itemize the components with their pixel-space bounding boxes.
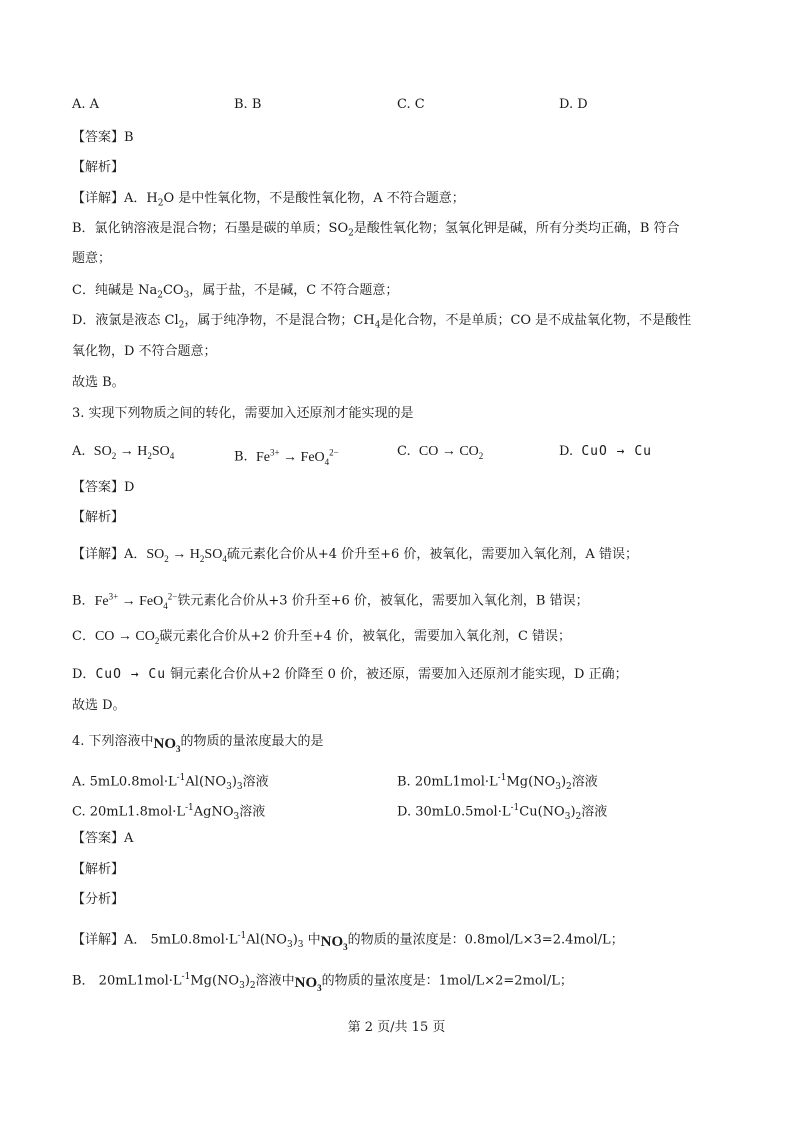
q2-detail-d: D．液氯是液态 $Cl_2$，属于纯净物，不是混合物；$CH_4$是化合物，不是单质；CO 是不成盐氧化物，不是酸性 — [72, 313, 692, 331]
q2-detail-a: 【详解】A．$H_2O$ 是中性氧化物，不是酸性氧化物，A 不符合题意； — [72, 191, 465, 209]
q4-analysis-label: 【解析】 — [72, 862, 125, 877]
q3-option-a: A. $SO_2 \to H_2SO_4$ — [72, 444, 175, 461]
nitrate-formula: $NO_3$ — [294, 975, 322, 994]
q3-detail-a: 【详解】A．$SO_2 \to H_2SO_4$硫元素化合价从+4 价升至+6 价，被氧化，需要加入氧化剂，A 错误； — [72, 547, 638, 564]
q4-detail-a: 【详解】A． $5mL0.8mol\cdot L^{-1}Al(NO_3)_3$ 中$NO_3$的物质的量浓度是：0.8mol/L×3=2.4mol/L； — [72, 927, 624, 956]
option-b: B. B — [234, 97, 262, 112]
q3-option-b: B. $Fe^{3+} \to FeO_4^{2-}$ — [234, 447, 339, 467]
option-d: D. D — [559, 97, 588, 112]
q4-option-d: D. $30mL0.5mol\cdot L^{-1}Cu(NO_3)_2$溶液 — [397, 803, 608, 822]
q4-fenxi-label: 【分析】 — [72, 892, 125, 907]
q4-option-c: C. $20mL1.8mol\cdot L^{-1}AgNO_3$溶液 — [72, 803, 266, 822]
option-c: C. C — [397, 97, 425, 112]
q3-detail-c: C．CO → $CO_2$碳元素化合价从+2 价升至+4 价，被氧化，需要加入氧化剂，C 错误； — [72, 629, 572, 646]
q4-option-b: B. $20mL1mol\cdot L^{-1}Mg(NO_3)_2$溶液 — [397, 773, 598, 792]
q4-stem: 4. 下列溶液中$NO_3$的物质的量浓度最大的是 — [72, 733, 324, 758]
nitrate-formula: $NO_3$ — [320, 934, 348, 953]
q3-option-d: D. CuO → Cu — [559, 444, 652, 459]
q2-detail-b: B．氯化钠溶液是混合物；石墨是碳的单质；$SO_2$是酸性氧化物；氢氧化钾是碱，所有分类均正确，B 符合 — [72, 221, 680, 239]
q3-analysis-label: 【解析】 — [72, 510, 125, 525]
q2-conclusion: 故选 B。 — [72, 375, 125, 390]
q3-stem: 3. 实现下列物质之间的转化，需要加入还原剂才能实现的是 — [72, 406, 414, 421]
q3-detail-d: D．CuO → Cu 铜元素化合价从+2 价降至 0 价，被还原，需要加入还原剂才能实现，D 正确； — [72, 667, 628, 682]
q2-answer: 【答案】B — [72, 130, 134, 145]
q2-detail-d-cont: 氧化物，D 不符合题意； — [72, 344, 217, 359]
q2-analysis-label: 【解析】 — [72, 160, 125, 175]
q4-answer: 【答案】A — [72, 831, 134, 846]
option-a: A. A — [72, 97, 100, 112]
q3-answer: 【答案】D — [72, 480, 135, 495]
q3-option-c: C. CO → $CO_2$ — [397, 444, 484, 461]
q3-conclusion: 故选 D。 — [72, 698, 126, 713]
nitrate-formula: $NO_3$ — [153, 736, 181, 754]
q2-detail-b-cont: 题意； — [72, 251, 112, 266]
q4-option-a: A. $5mL0.8mol\cdot L^{-1}Al(NO_3)_3$溶液 — [72, 773, 269, 792]
q4-detail-b: B． $20mL1mol\cdot L^{-1}Mg(NO_3)_2$溶液中$NO_3$的物质的量浓度是：1mol/L×2=2mol/L； — [72, 968, 573, 997]
q3-detail-b: B．$Fe^{3+} \to FeO_4^{2-}$铁元素化合价从+3 价升至+6 价，被氧化，需要加入氧化剂，B 错误； — [72, 591, 589, 611]
q2-detail-c: C．纯碱是 $Na_2CO_3$，属于盐，不是碱，C 不符合题意； — [72, 283, 399, 301]
page-footer: 第 2 页/共 15 页 — [347, 1020, 446, 1035]
